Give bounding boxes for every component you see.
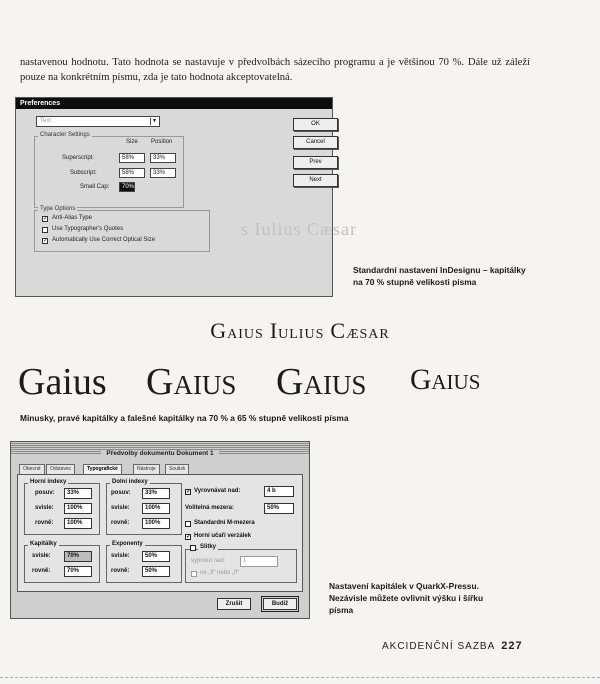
heading-aesar: æsar (346, 321, 390, 343)
character-settings-label: Character Settings (40, 132, 90, 138)
lower-svisle-label: svisle: (111, 505, 130, 511)
chevron-down-icon: ▼ (150, 118, 158, 125)
gaius-minuscule: Gaius (18, 361, 107, 403)
superscript-position-field[interactable]: 33% (150, 153, 176, 163)
no-fi-fl-checkbox[interactable] (191, 571, 197, 577)
optical-size-checkbox[interactable]: ✓ (43, 238, 49, 244)
accent-label: Horní učaří verzálek (194, 533, 252, 539)
upper-rovne-field[interactable]: 100% (64, 518, 92, 529)
next-button[interactable]: Next (293, 174, 338, 187)
small-caps-group-label: Kapitálky (30, 541, 57, 547)
upper-posuv-field[interactable]: 33% (64, 488, 92, 499)
section-title: AKCIDENČNÍ SAZBA (382, 641, 496, 652)
upper-posuv-label: posuv: (35, 490, 55, 496)
superscript-label: Superscript: (62, 155, 95, 161)
gaius-true-small-caps: Gaius (146, 361, 237, 403)
exp-rovne-field[interactable]: 50% (142, 566, 170, 577)
small-cap-size-field[interactable]: 70% (119, 182, 135, 192)
subscript-size-field[interactable]: 58% (119, 168, 145, 178)
caps-svisle-field[interactable]: 70% (64, 551, 92, 562)
align-field[interactable]: 4 b (264, 486, 294, 497)
prev-button[interactable]: Prev (293, 156, 338, 169)
tab-tools[interactable]: Nástroje (133, 464, 160, 474)
type-options-label: Type Options (40, 206, 76, 212)
heading-ulius: ulius (278, 321, 325, 343)
dialog-content (16, 109, 358, 296)
break-above-field[interactable]: 1 (240, 556, 278, 567)
lower-svisle-field[interactable]: 100% (142, 503, 170, 514)
accent-checkbox[interactable]: ✓ (186, 534, 192, 540)
superscript-size-field[interactable]: 58% (119, 153, 145, 163)
quark-preferences-dialog (10, 441, 310, 619)
align-label: Vyrovnávat nad: (194, 488, 241, 494)
tab-typographic[interactable]: Typografické (83, 464, 122, 474)
ligatures-label: Slitky (200, 544, 217, 550)
cancel-button[interactable]: Cancel (293, 136, 338, 149)
cancel-button[interactable]: Zrušit (217, 598, 251, 610)
break-above-label: vypnout nad: (191, 558, 226, 564)
upper-svisle-label: svisle: (35, 505, 54, 511)
footer-divider (0, 677, 600, 678)
heading-initial-i: I (269, 318, 279, 343)
indesign-preferences-dialog (15, 97, 358, 297)
tab-paragraph[interactable]: Odstavec (46, 464, 75, 474)
size-header: Size (126, 139, 138, 145)
gaius-fake-small-caps-70: Gaius (276, 361, 367, 403)
small-cap-label: Small Cap: (80, 184, 110, 190)
optional-space-field[interactable]: 50% (264, 503, 294, 514)
anti-alias-label: Anti-Alias Type (52, 215, 92, 221)
caps-svisle-label: svisle: (32, 553, 51, 559)
align-checkbox[interactable]: ✓ (186, 489, 192, 495)
caps-rovne-label: rovně: (32, 568, 51, 574)
caption-indesign: Standardní nastavení InDesignu – kapitálky na 70 % stupně velikosti písma (353, 265, 526, 287)
typographers-quotes-checkbox[interactable] (42, 227, 48, 233)
tab-trapping[interactable]: Soutisk (165, 464, 189, 474)
ghost-preview-text: s Iulius Cæsar (241, 219, 358, 239)
typographic-panel (17, 474, 303, 592)
page-number: 227 (501, 640, 523, 652)
exp-svisle-label: svisle: (111, 553, 130, 559)
typographers-quotes-label: Use Typographer's Quotes (52, 226, 124, 232)
subscript-position-field[interactable]: 33% (150, 168, 176, 178)
tab-general[interactable]: Obecné (19, 464, 45, 474)
upper-rovne-label: rovně: (35, 520, 54, 526)
std-em-checkbox[interactable] (185, 521, 191, 527)
lower-rovne-label: rovně: (111, 520, 130, 526)
quark-dialog-title: Předvolby dokumentu Dokument 1 (101, 450, 218, 457)
exp-svisle-field[interactable]: 50% (142, 551, 170, 562)
std-em-label: Standardní M-mezera (194, 520, 255, 526)
caps-rovne-field[interactable]: 70% (64, 566, 92, 577)
heading-initial-c: C (330, 318, 347, 343)
heading-initial-g: G (210, 318, 228, 343)
intro-paragraph: nastavenou hodnotu. Tato hodnota se nastavuje v předvolbách sázecího programu a je většinou 70 %. Dále už záleží pouze na konkrétním písmu, zda je tato hodnota akceptovatelná. (20, 57, 530, 83)
section-dropdown[interactable] (36, 116, 160, 127)
dialog-title: Preferences (16, 98, 332, 109)
subscript-group-label: Dolní indexy (112, 479, 148, 485)
superscript-group-label: Horní indexy (30, 479, 67, 485)
page-footer (382, 640, 523, 652)
gaius-fake-small-caps-65: Gaius (410, 364, 481, 396)
no-fi-fl-label: ne „fi“ nebo „fl“ (200, 570, 240, 576)
ligatures-checkbox[interactable] (190, 545, 196, 551)
exponents-group-label: Exponenty (112, 541, 143, 547)
exp-rovne-label: rovně: (111, 568, 130, 574)
optical-size-label: Automatically Use Correct Optical Size (52, 237, 156, 243)
dropdown-value: Text (40, 118, 52, 124)
caption-quark: Nastavení kapitálek v QuarkX-Pressu. Nezávisle můžete ovlivnit výšku i šířku písma (329, 581, 484, 615)
optional-space-label: Volitelná mezera: (185, 505, 234, 511)
anti-alias-checkbox[interactable]: ✓ (43, 216, 49, 222)
lower-posuv-field[interactable]: 33% (142, 488, 170, 499)
upper-svisle-field[interactable]: 100% (64, 503, 92, 514)
ok-button[interactable]: OK (293, 118, 338, 131)
caption-gaius: Minusky, pravé kapitálky a falešné kapitálky na 70 % a 65 % stupně velikosti písma (20, 413, 349, 423)
lower-posuv-label: posuv: (111, 490, 131, 496)
position-header: Position (151, 139, 173, 145)
sample-heading (0, 318, 600, 344)
quark-dialog-titlebar (11, 442, 309, 455)
subscript-label: Subscript: (70, 170, 97, 176)
heading-aius: aius (227, 321, 264, 343)
lower-rovne-field[interactable]: 100% (142, 518, 170, 529)
ok-button[interactable]: Budiž (263, 598, 297, 610)
